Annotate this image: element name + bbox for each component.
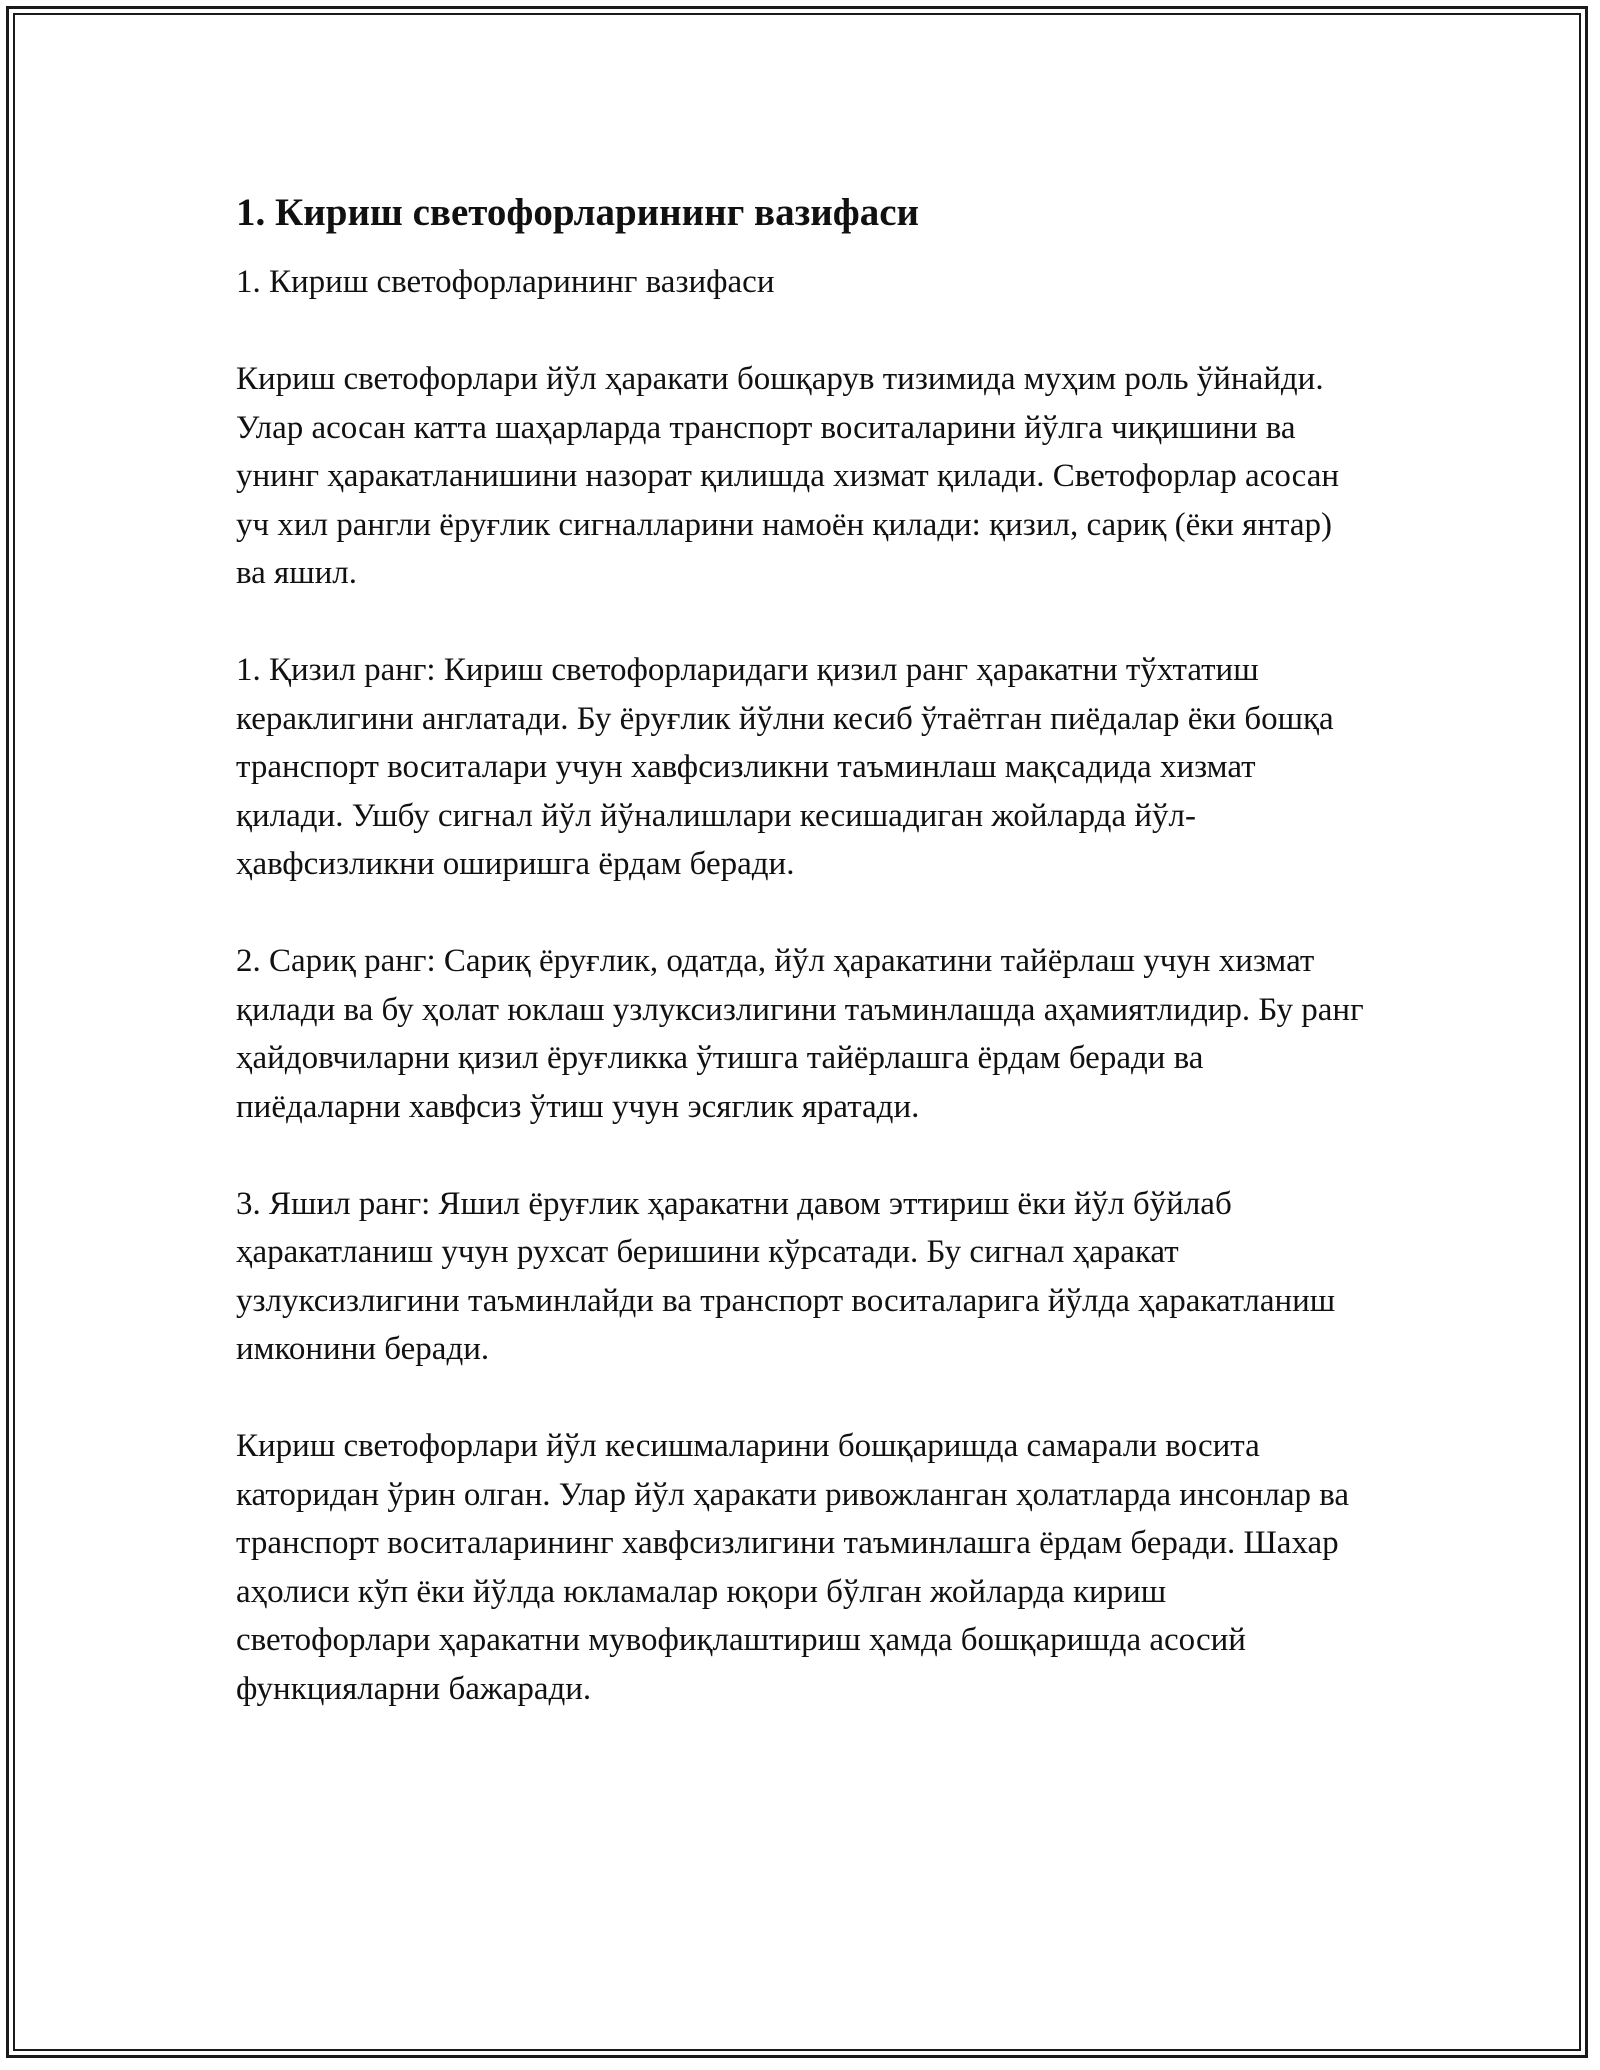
document-heading: 1. Кириш светофорларининг вазифаси <box>236 191 919 234</box>
paragraph-conclusion: Кириш светофорлари йўл кесишмаларини бошқаришда самарали восита каторидан ўрин олган. Улар йўл ҳаракати ривожланган ҳолатларда инсонлар ва транспорт воситаларининг хавфсизлигини таъминлашга ёрдам беради. Шахар аҳолиси кўп ёки йўлда юкламалар юқори бўлган жойларда кириш светофорлари ҳаракатни мувофиқлаштириш ҳамда бошқаришда асосий функцияларни бажаради. <box>236 1428 1350 1707</box>
document-body <box>236 186 1366 1713</box>
paragraph-red-light: 1. Қизил ранг: Кириш светофорларидаги қизил ранг ҳаракатни тўхтатиш кераклигини англатади. Бу ёруғлик йўлни кесиб ўтаётган пиёдалар ёки бошқа транспорт воситалари учун хавфсизликни таъминлаш мақсадида хизмат қилади. Ушбу сигнал йўл йўналишлари кесишадиган жойларда йўл-ҳавфсизликни оширишга ёрдам беради. <box>236 652 1334 882</box>
document-subheading: 1. Кириш светофорларининг вазифаси <box>236 264 775 300</box>
paragraph-yellow-light: 2. Сариқ ранг: Сариқ ёруғлик, одатда, йўл ҳаракатини тайёрлаш учун хизмат қилади ва бу ҳолат юклаш узлуксизлигини таъминлашда аҳамиятлидир. Бу ранг ҳайдовчиларни қизил ёруғликка ўтишга тайёрлашга ёрдам беради ва пиёдаларни хавфсиз ўтиш учун эсяглик яратади. <box>236 943 1364 1125</box>
paragraph-green-light: 3. Яшил ранг: Яшил ёруғлик ҳаракатни давом эттириш ёки йўл бўйлаб ҳаракатланиш учун рухсат беришини кўрсатади. Бу сигнал ҳаракат узлуксизлигини таъминлайди ва транспорт воситаларига йўлда ҳаракатланиш имконини беради. <box>236 1185 1336 1367</box>
paragraph-intro: Кириш светофорлари йўл ҳаракати бошқарув тизимида муҳим роль ўйнайди. Улар асосан катта шаҳарларда транспорт воситаларини йўлга чиқишини ва унинг ҳаракатланишини назорат қилишда хизмат қилади. Светофорлар асосан уч хил рангли ёруғлик сигналларини намоён қилади: қизил, сариқ (ёки янтар) ва яшил. <box>236 361 1340 591</box>
